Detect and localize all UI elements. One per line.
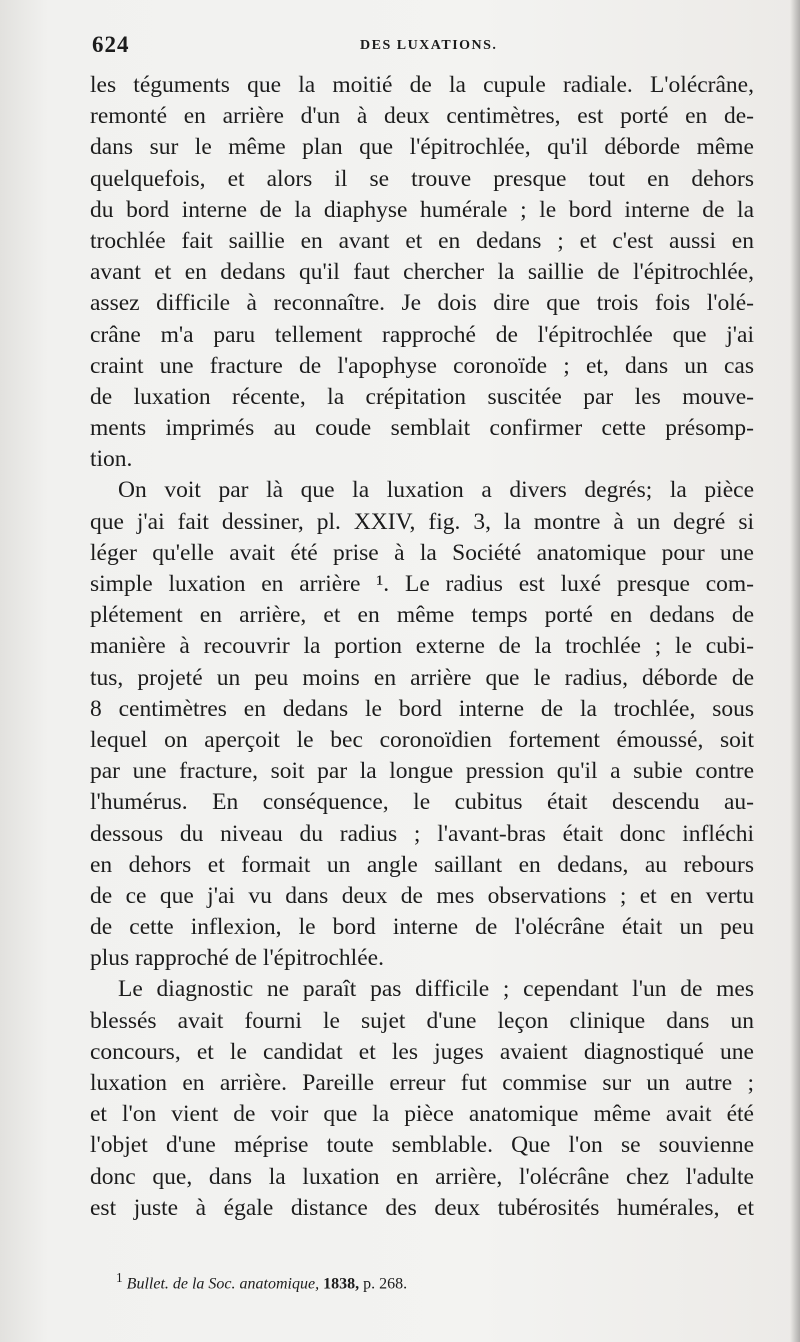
text-line: donc que, dans la luxation en arrière, l'olécrâne chez l'adulte <box>90 1163 754 1190</box>
text-line: luxation en arrière. Pareille erreur fut commise sur un autre ; <box>90 1070 754 1096</box>
text-line: de cette inflexion, le bord interne de l'olécrâne était un peu <box>90 914 754 941</box>
text-line: crâne m'a paru tellement rapproché de l'épitrochlée que j'ai <box>90 321 754 348</box>
text-line: dans sur le même plan que l'épitrochlée, qu'il déborde même <box>90 134 754 161</box>
footnote-source: Bullet. de la Soc. anatomique, <box>126 1275 320 1293</box>
text-line: de ce que j'ai vu dans deux de mes observations ; et en vertu <box>90 882 754 909</box>
text-line: est juste à égale distance des deux tubérosités humérales, et <box>90 1194 754 1221</box>
text-line: trochlée fait saillie en avant et en dedans ; et c'est aussi en <box>90 227 754 254</box>
text-line: craint une fracture de l'apophyse coronoïde ; et, dans un cas <box>90 352 754 379</box>
text-line: en dehors et formait un angle saillant en dedans, au rebours <box>90 851 754 878</box>
text-line: avant et en dedans qu'il faut chercher la saillie de l'épitrochlée, <box>90 259 754 286</box>
body-text <box>90 70 754 1224</box>
text-line: simple luxation en arrière ¹. Le radius est luxé presque com- <box>90 571 754 597</box>
text-line: On voit par là que la luxation a divers degrés; la pièce <box>118 477 754 504</box>
text-line: ments imprimés au coude semblait confirmer cette présomp- <box>90 415 754 442</box>
page-number: 624 <box>92 32 130 57</box>
footnote-year: 1838, <box>323 1275 360 1293</box>
text-line: Le diagnostic ne paraît pas difficile ; cependant l'un de mes <box>118 976 754 1003</box>
text-line: tus, projeté un peu moins en arrière que le radius, déborde de <box>90 664 754 691</box>
text-line: léger qu'elle avait été prise à la Société anatomique pour une <box>90 539 754 566</box>
footnote-page: p. 268. <box>363 1275 408 1293</box>
text-line: remonté en arrière d'un à deux centimètres, est porté en de- <box>90 103 754 130</box>
text-line: concours, et le candidat et les juges avaient diagnostiqué une <box>90 1038 754 1065</box>
text-line: et l'on vient de voir que la pièce anatomique même avait été <box>90 1101 754 1128</box>
text-line: l'humérus. En conséquence, le cubitus était descendu au- <box>90 789 754 816</box>
text-line: que j'ai fait dessiner, pl. XXIV, fig. 3, la montre à un degré si <box>90 508 754 535</box>
text-line: dessous du niveau du radius ; l'avant-bras était donc infléchi <box>90 820 754 847</box>
text-line: plétement en arrière, et en même temps porté en dedans de <box>90 602 754 629</box>
text-line: tion. <box>90 446 133 473</box>
running-title: DES LUXATIONS. <box>360 38 498 53</box>
text-line: les téguments que la moitié de la cupule radiale. L'olécrâne, <box>90 72 754 98</box>
footnote <box>116 1270 407 1293</box>
text-line: par une fracture, soit par la longue pression qu'il a subie contre <box>90 758 754 785</box>
text-line: quelquefois, et alors il se trouve presque tout en dehors <box>90 165 754 192</box>
footnote-marker: 1 <box>116 1270 123 1285</box>
text-line: l'objet d'une méprise toute semblable. Que l'on se souvienne <box>90 1132 754 1159</box>
text-line: du bord interne de la diaphyse humérale ; le bord interne de la <box>90 196 754 223</box>
text-line: manière à recouvrir la portion externe de la trochlée ; le cubi- <box>90 633 754 660</box>
text-line: de luxation récente, la crépitation suscitée par les mouve- <box>90 383 754 410</box>
text-line: 8 centimètres en dedans le bord interne de la trochlée, sous <box>90 695 754 722</box>
text-line: blessés avait fourni le sujet d'une leçon clinique dans un <box>90 1007 754 1034</box>
text-line: plus rapproché de l'épitrochlée. <box>90 945 384 972</box>
text-line: assez difficile à reconnaître. Je dois dire que trois fois l'olé- <box>90 290 754 317</box>
text-line: lequel on aperçoit le bec coronoïdien fortement émoussé, soit <box>90 726 754 753</box>
page-header <box>92 32 752 62</box>
